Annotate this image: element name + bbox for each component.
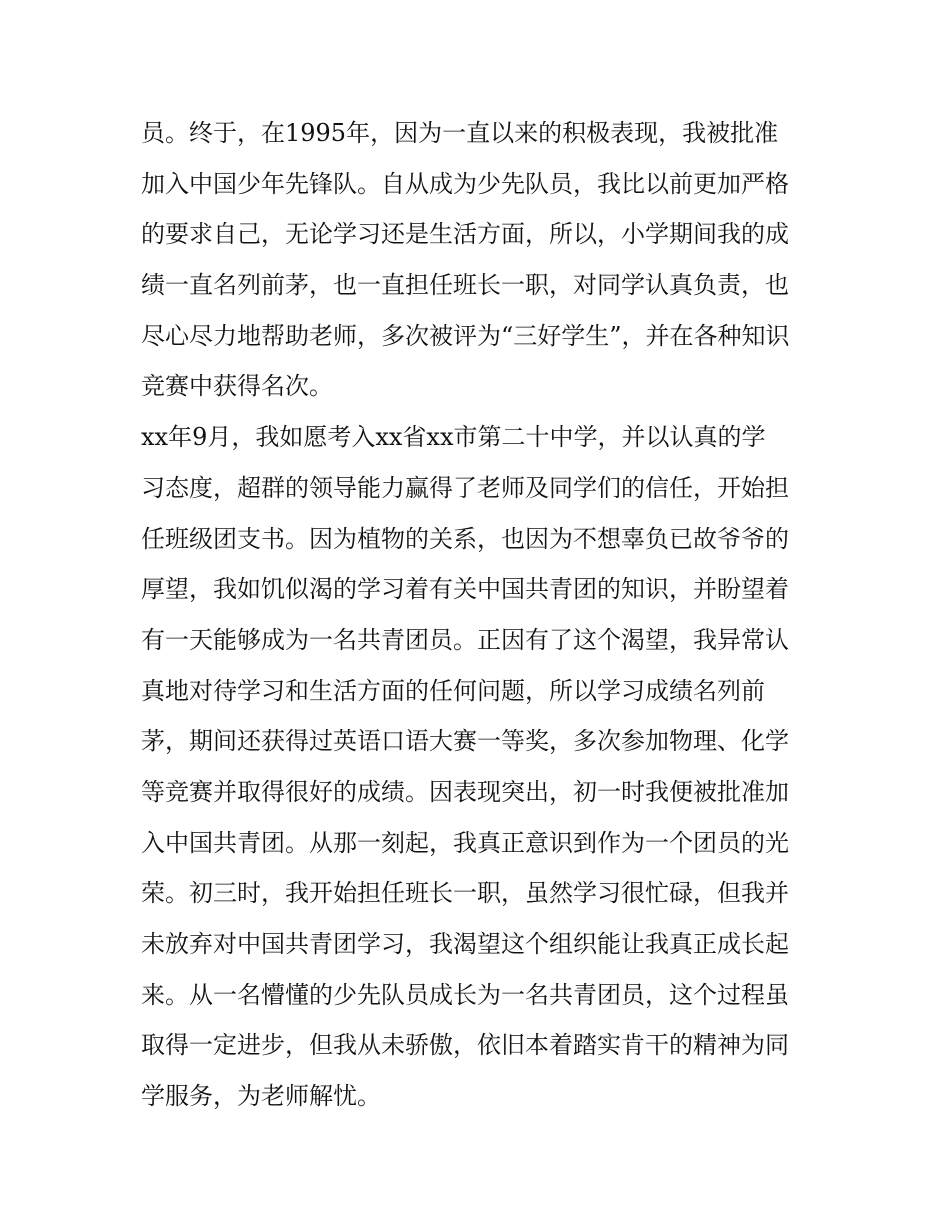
text-line: 荣。初三时，我开始担任班长一职，虽然学习很忙碌，但我并	[141, 879, 789, 908]
text-line: 等竞赛并取得很好的成绩。因表现突出，初一时我便被批准加	[141, 777, 789, 806]
text-line: 习态度，超群的领导能力赢得了老师及同学们的信任，开始担	[141, 473, 789, 502]
text-line: 未放弃对中国共青团学习，我渴望这个组织能让我真正成长起	[141, 930, 789, 958]
text-line: 真地对待学习和生活方面的任何问题，所以学习成绩名列前	[141, 676, 765, 705]
text-line: 绩一直名列前茅，也一直担任班长一职，对同学认真负责，也	[141, 271, 789, 300]
text-line: xx年9月，我如愿考入xx省xx市第二十中学，并以认真的学	[141, 423, 766, 452]
text-line: 学服务，为老师解忧。	[141, 1082, 381, 1111]
text-line: 尽心尽力地帮助老师，多次被评为“三好学生”，并在各种知识	[141, 321, 790, 350]
text-line: 有一天能够成为一名共青团员。正因有了这个渴望，我异常认	[141, 625, 789, 654]
text-line: 任班级团支书。因为植物的关系，也因为不想辜负已故爷爷的	[141, 524, 789, 553]
text-line: 厚望，我如饥似渴的学习着有关中国共青团的知识，并盼望着	[141, 575, 789, 604]
text-line: 员。终于，在1995年，因为一直以来的积极表现，我被批准	[141, 119, 779, 147]
body-text	[141, 108, 821, 1122]
text-line: 茅，期间还获得过英语口语大赛一等奖，多次参加物理、化学	[141, 727, 789, 756]
text-line: 加入中国少年先锋队。自从成为少先队员，我比以前更加严格	[141, 169, 789, 198]
text-line: 入中国共青团。从那一刻起，我真正意识到作为一个团员的光	[141, 828, 789, 857]
text-line: 的要求自己，无论学习还是生活方面，所以，小学期间我的成	[141, 220, 789, 249]
text-line: 取得一定进步，但我从未骄傲，依旧本着踏实肯干的精神为同	[141, 1031, 789, 1060]
text-line: 来。从一名懵懂的少先队员成长为一名共青团员，这个过程虽	[141, 980, 789, 1009]
text-line: 竞赛中获得名次。	[141, 372, 333, 401]
